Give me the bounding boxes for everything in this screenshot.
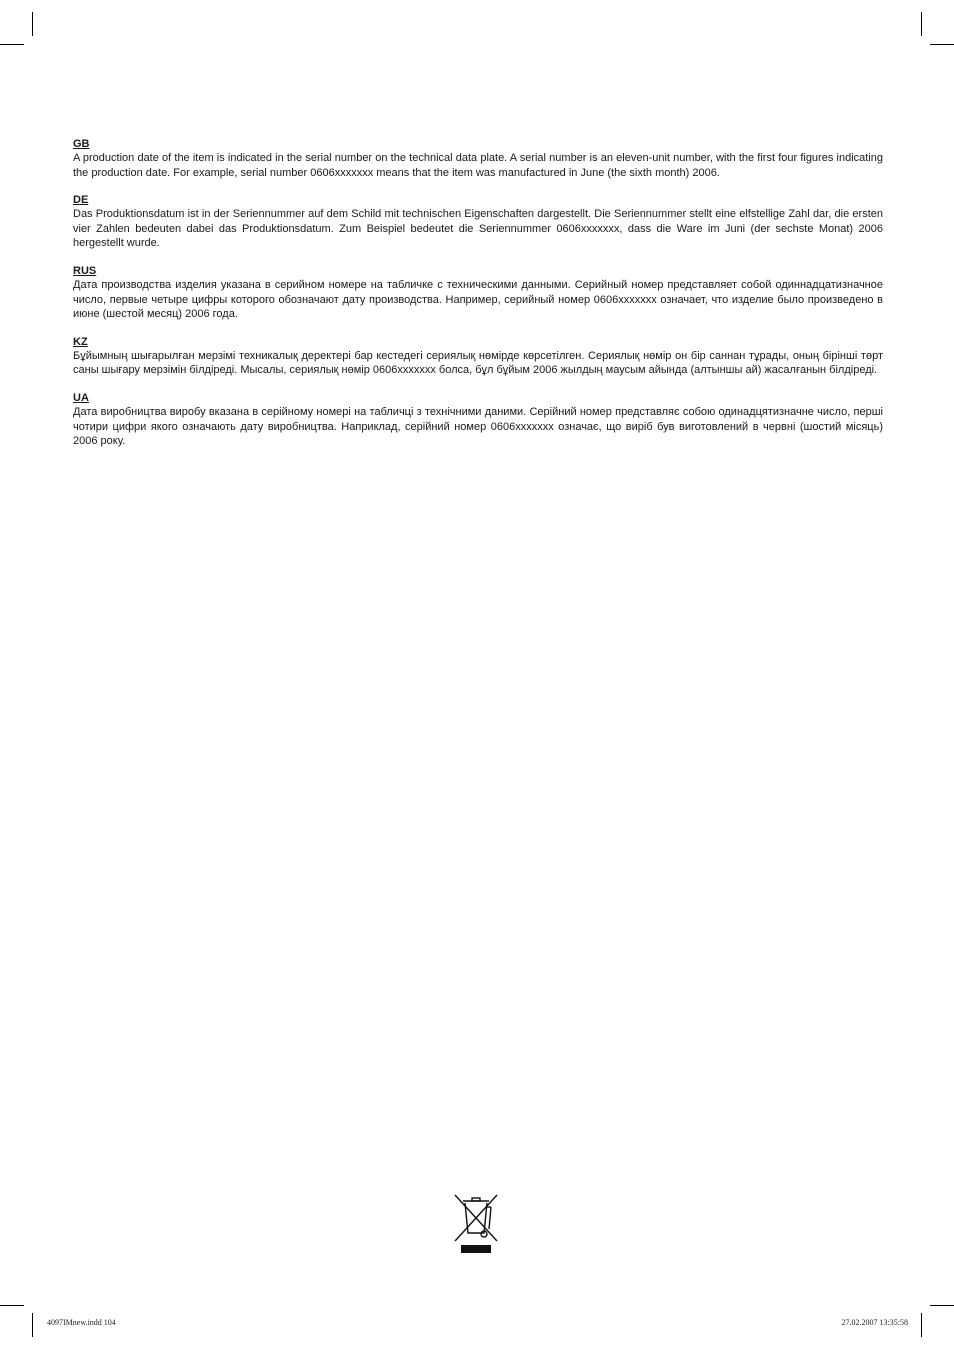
section-de bbox=[73, 193, 883, 251]
crop-mark bbox=[0, 1305, 24, 1306]
document-body bbox=[73, 137, 883, 462]
section-code: UA bbox=[73, 391, 89, 404]
section-code: KZ bbox=[73, 335, 88, 348]
section-text: Дата производства изделия указана в серийном номере на табличке с техническими данными. Серийный номер представляет собой одиннадцатизначное число, первые четыре цифры которого обозначают дату производства. Например, серийный номер 0606xxxxxxx означает, что изделие было произведено в июне (шестой месяц) 2006 года. bbox=[73, 278, 883, 321]
section-kz bbox=[73, 335, 883, 378]
section-rus bbox=[73, 264, 883, 322]
section-code: GB bbox=[73, 138, 90, 150]
crop-mark bbox=[930, 44, 954, 45]
section-ua bbox=[73, 391, 883, 449]
crop-mark bbox=[32, 1313, 33, 1337]
crop-mark bbox=[921, 1313, 922, 1337]
section-text: Das Produktionsdatum ist in der Seriennummer auf dem Schild mit technischen Eigenschaften dargestellt. Die Seriennummer stellt eine elfstellige Zahl dar, die ersten vier Zahlen bedeuten dabei das Produktionsdatum. Zum Beispiel bedeutet die Seriennummer 0606xxxxxxx, dass die Ware im Juni (der sechste Monat) 2006 hergestellt wurde. bbox=[73, 208, 883, 250]
section-text: Дата виробництва виробу вказана в серійному номері на табличці з технічними даними. Серійний номер представляє собою одинадцятизначне число, перші чотири цифри якого означають дату виробництва. Наприклад, серійний номер 0606xxxxxxx означає, що виріб був виготовлений в червні (шостий місяць) 2006 року. bbox=[73, 405, 883, 448]
section-code: DE bbox=[73, 194, 89, 207]
timestamp-slug: 27.02.2007 13:35:58 bbox=[841, 1318, 908, 1327]
crop-mark bbox=[0, 44, 24, 45]
crossed-out-wheelie-bin-icon bbox=[453, 1193, 499, 1255]
crop-mark bbox=[930, 1305, 954, 1306]
section-code: RUS bbox=[73, 264, 97, 277]
file-slug: 4097IMnew.indd 104 bbox=[47, 1318, 116, 1327]
crop-mark bbox=[921, 12, 922, 36]
section-text: A production date of the item is indicated in the serial number on the technical data plate. A serial number is an eleven-unit number, with the first four figures indicating the production date. For example, serial number 0606xxxxxxx means that the item was manufactured in June (the sixth month) 2006. bbox=[73, 152, 883, 179]
section-gb bbox=[73, 137, 883, 180]
crop-mark bbox=[32, 12, 33, 36]
section-text: Бұйымның шығарылған мерзімі техникалық деректері бар кестедегі сериялық нөмірде көрсетілген. Сериялық нөмір он бір саннан тұрады, оның бірінші төрт саны шығару мерзімін білдіреді. Мысалы, сериялық нөмір 0606xxxxxxx болса, бұл бұйым 2006 жылдың маусым айында (алтыншы ай) жасалғанын білдіреді. bbox=[73, 349, 883, 377]
